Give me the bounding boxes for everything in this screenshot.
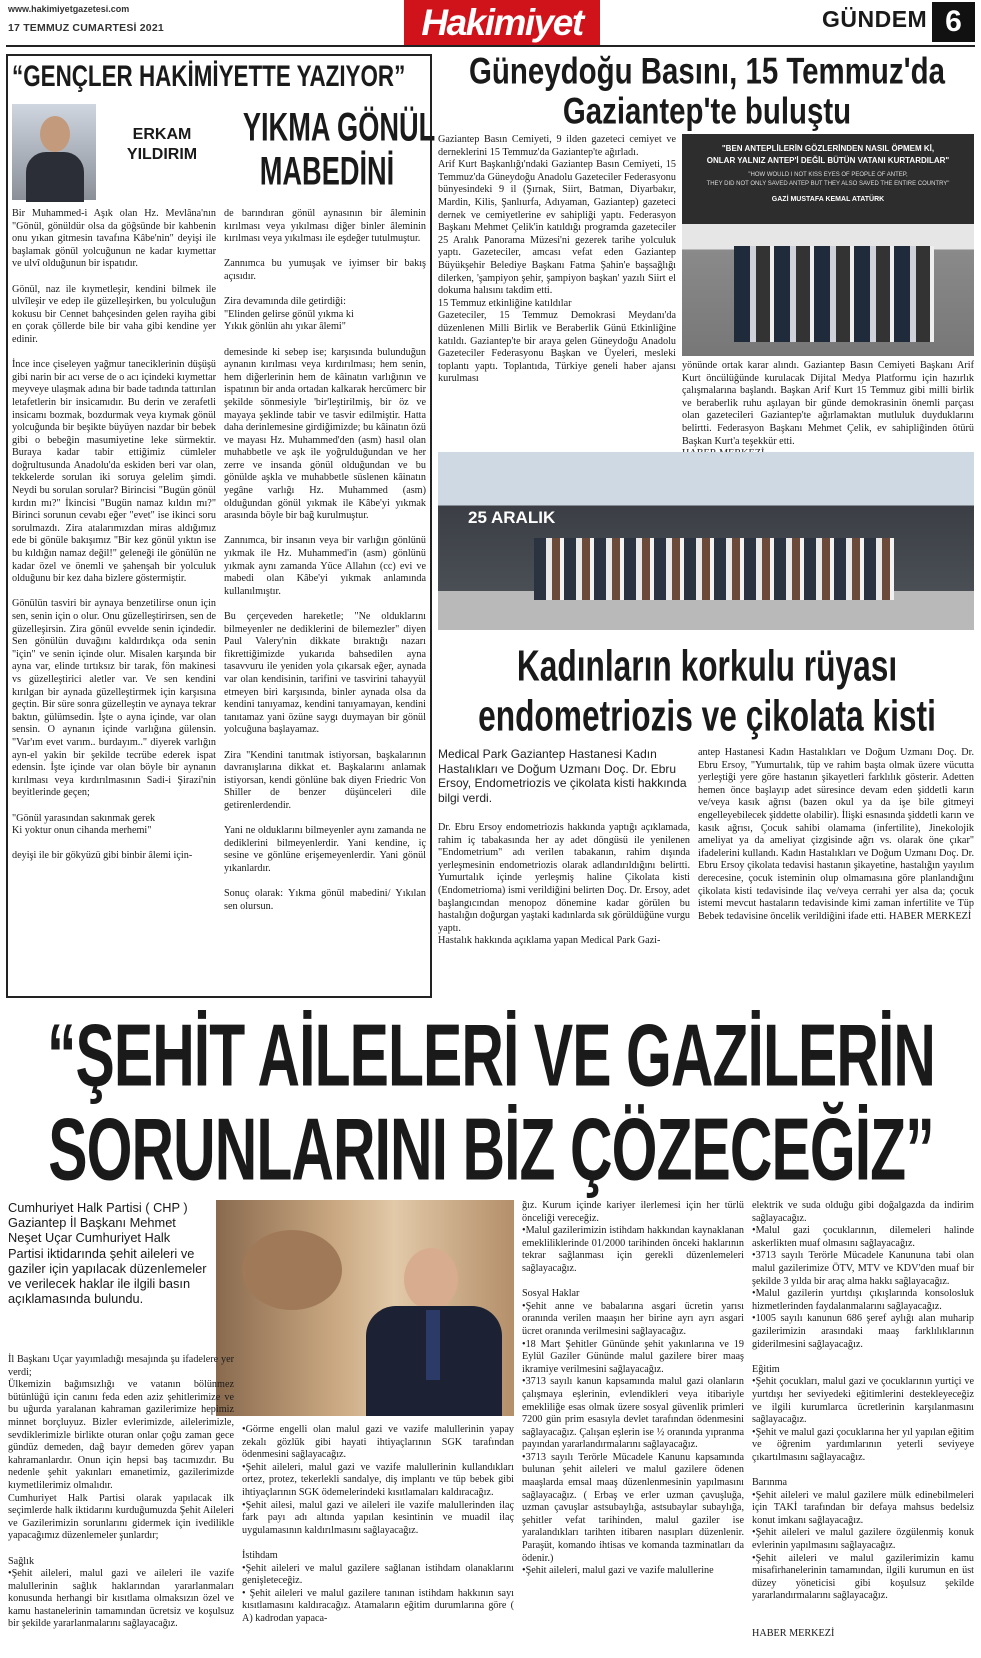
endo-text-2: antep Hastanesi Kadın Hastalıkları ve Doğum Uzmanı Doç. Dr. Ebru Ersoy, "Yumurtalık, tüp ve rahim başta olmak üzere vücutta yerleştiği yere göre hastanın şikayetleri farklılık gösterir. Adetten hemen önce başlayıp adet süresince devam eden şiddetli karın ve/veya kasık ağrısı (bazen okul ya da işe bile gitmeyi engelleyebilecek şiddette olabilir). İlişki esnasında şiddetli karın ve kasık ağrısı, Çocuk sahibi olamama (infertilite), Jinekolojik ameliyat ya da ameliyat çizgisinde ağrı vs. olarak öne çıkar" ifadelerini kullandı. Kadın Hastalıkları ve Doğum Uzmanı Doç. Dr. Ebru Ersoy çikolata tedavisi hastanın şikayetine, hastalığın yayılım derecesine, çocuk isteminin olup olmamasına göre planlandığını çikolata kisti tedavisinde ilaç ve/veya cerrahi yer alsa da; çocuk istemi mevcut hastaların tedavisinde kimi zaman infertilite ve Tüp Bebek tedavisine öncelik verildiğini ifade etti. HABER MERKEZİ bbox=[698, 747, 974, 922]
chp-text-2: •Görme engelli olan malul gazi ve vazife malullerinin yapay zekalı gözlük gibi hayati ihtiyaçlarının SGK tarafından ödenmesini sağlayacağız. •Şehit aileleri, malul gazi ve vazife malullerinin kullandıkları ortez, protez, tekerlekli sandalye, diş implantı ve tüp bebek gibi ihtiyaçlarının SGK ödemelerindeki kısıtlamaları kaldıracağız. •Şehit ailesi, malul gazi ve aileleri ile vazife malullerinden ilaç fark payı adı altında yapılan kesintinin ve muadil ilaç uygulamasının kaldırılmasını sağlayacağız. İstihdam •Şehit aileleri ve malul gazilere sağlanan istihdam olanaklarını genişleteceğiz. • Şehit aileleri ve malul gazilere tanınan istihdam hakkının sayı kısıtlamasını kaldıracağız. Atamaların eğitim durumlarına göre ( A) kadrodan yapaca- bbox=[242, 1424, 514, 1624]
chp-photo bbox=[216, 1200, 514, 1416]
chp-text-4: elektrik ve suda olduğu gibi doğalgazda da indirim sağlayacağız. •Malul gazi çocuklarının, dilemeleri halinde askerlikten muaf olmasını sağlayacağız. •3713 sayılı Terörle Mücadele Kanununa tabi olan malul gazilerimize ÖTV, MTV ve KDV'den muaf bir şekilde 3 yılda bir araç alma hakkı sağlayacağız. •Malul gazilerin yurtdışı çıkışlarında konsolosluk hizmetlerinden faydalanmalarını sağlayacağız. •1005 sayılı kanunun 686 şeref aylığı alan muharip gazilerimizin arasındaki maaş farklılıklarının giderilmesini sağlayacağız. Eğitim •Şehit çocukları, malul gazi ve çocuklarının yurtiçi ve yurtdışı her seviyedeki eğitimlerini destekleyeceğiz ve ilgili kurumlarca ücretlerinin karşılanmasını sağlayacağız. •Şehit ve malul gazi çocuklarına her yıl yapılan eğitim ve öğrenim yardımlarının yeterli seviyeye çıkartılmasını sağlayacağız. Barınma •Şehit aileleri ve malul gazilere mülk edinebilmeleri için TAKİ tarafından bir defaya mahsus bedelsiz konut imkanı sağlayacağız. •Şehit aileleri ve malul gazilere özgülenmiş konuk evlerinin yapılmasını sağlayacağız. •Şehit aileleri ve malul gazilerimizin kamu misafirhanelerinin tamamından, ilgili kurumun en üst düzey yöneticisi gibi koşulsuz şekilde yararlandırmalarını sağlayacağız. HABER MERKEZİ bbox=[752, 1200, 974, 1640]
chp-headline: “ŞEHİT AİLELERİ VE GAZİLERİN SORUNLARINI BİZ ÇÖZECEĞİZ” bbox=[46, 1005, 936, 1199]
site-url: www.hakimiyetgazetesi.com bbox=[8, 4, 130, 14]
issue-date: 17 TEMMUZ CUMARTESİ 2021 bbox=[8, 22, 164, 34]
chp-lead: Cumhuriyet Halk Partisi ( CHP ) Gaziantep İl Başkanı Mehmet Neşet Uçar Cumhuriyet Halk Partisi iktidarında şehit aileleri ve gaziler için yapılacak düzenlemeler ve verilecek haklar ile ilgili basın açıklamasında bulundu. bbox=[8, 1200, 207, 1307]
header-rule bbox=[6, 45, 975, 47]
endo-text-1: Dr. Ebru Ersoy endometriozis hakkında yaptığı açıklamada, rahim iç tabakasında her ay adet döngüsü ile yenilenen "Endometrium" adı verilen tabakanın, rahim dışında yerleşmesinin endometriozis olarak adlandırıldığını belirtti. Yumurtalık içinde yerleşmiş haline Çikolata kisti (Endometrioma) ismi verildiğini belirten Doç. Dr. Ersoy, adet başlangıcından menopoz dönemine kadar görülen bu hastalığın doğurgan yaştaki kadınlarda sık görüldüğüne vurgu yaptı. Hastalık hakkında açıklama yapan Medical Park Gazi- bbox=[438, 822, 691, 947]
column-title: YIKMA GÖNÜL MABEDİNİ bbox=[242, 104, 436, 193]
endo-headline: Kadınların korkulu rüyası endometriozis ve çikolata kisti bbox=[478, 640, 936, 741]
basin-photo-museum: "BEN ANTEPLİLERİN GÖZLERİNDEN NASIL ÖPMEM Kİ, ONLAR YALNIZ ANTEP'İ DEĞİL BÜTÜN VATANI KURTARDILAR" "HOW WOULD I NOT KISS EYES OF PEOPLE OF ANTEP, THEY DID NOT ONLY SAVED ANTEP BUT THEY ALSO SAVED THE ENTIRE COUNTRY" GAZİ MUSTAFA KEMAL ATATÜRK bbox=[682, 134, 974, 356]
basin-text-1: Gaziantep Basın Cemiyeti, 9 ilden gazeteci cemiyet ve derneklerini 15 Temmuz'da Gaziantep'te ağırladı. Arif Kurt Başkanlığı'ndaki Gaziantep Basın Cemiyeti, 15 Temmuz'da Güneydoğu Anadolu Gazeteciler Federasyonu bünyesindeki 9 il (Şırnak, Siirt, Batman, Diyarbakır, Mardin, Kilis, Şanlıurfa, Adıyaman, Gaziantep) gazeteci dernek ve cemiyetlerine ev sahipliği yaptı. Federasyon Başkanı Mehmet Çelik'in katıldığı programda gazeteciler 25 Aralık Panorama Müzesi'ni gezerek tarihe yolculuk yaptı. Gazeteciler, amcası vefat eden Gaziantep Büyükşehir Belediye Başkanı Fatma Şahin'e başsağlığı dilerken, 'şampiyon şehir, şampiyon başkan' yazılı Siirt el dokuma halısını takdim etti. 15 Temmuz etkinliğine katıldılar Gazeteciler, 15 Temmuz Demokrasi Meydanı'da düzenlenen Milli Birlik ve Beraberlik Günü Etkinliğine katıldı. Gaziantep'te bir araya gelen Güneydoğu Anadolu Gazeteciler Federasyonu Başkan ve Üyeleri, mesleki toplantı yaptı. Toplantıda, Türkiye geneli haber ajansı kurulması bbox=[438, 134, 676, 385]
chp-text-3: ğız. Kurum içinde kariyer ilerlemesi için her türlü önceliği vereceğiz. •Malul gazilerimizin istihdam hakkından kaynaklanan emekliliklerinde 01/2000 tarihinden önceki haklarının tekrar sağlanması için gerekli düzenlemeleri sağlayacağız. Sosyal Haklar •Şehit anne ve babalarına asgari ücretin yarısı oranında verilen maaşın her birine ayrı ayrı asgari ücret oranında verilmesini sağlayacağız. •18 Mart Şehitler Gününde şehit yakınlarına ve 19 Eylül Gaziler Gününde malul gazilere birer maaş ikramiye verilmesini sağlayacağız. •3713 sayılı kanun kapsamında malul gazi olanların çalışmaya eşlerinin, evlendikleri veya itibariyle emekliliğe esas olmak üzere sosyal güvenlik primleri 7200 gün prim esasıyla devlet tarafından ödenmesini sağlayacağız. Çalışan eşlerin ise ½ oranında yıpranma payından yararlandırmalarını sağlayacağız. •3713 sayılı Terörle Mücadele Kanunu kapsamında bulunan şehit aileleri ve malul gazilere ödenen maaşlarda emsal maaş düzenlenmesinin yapılmasını sağlayacağız. ( Erbaş ve erler uzman çavuşluğa, uzman çavuşlar astsubaylığa, astsubaylar subaylığa, şehitler vefat tarihinden, malul gaziler ise yaralandıkları tarihten itibaren nasıpları düzenlenir. Paraşüt, komando ihtisas ve komanda tazminatları da ödenir.) •Şehit aileleri, malul gazi ve vazife malullerine bbox=[522, 1200, 744, 1577]
endo-lead: Medical Park Gaziantep Hastanesi Kadın Hastalıkları ve Doğum Uzmanı Doç. Dr. Ebru Ersoy, Endometriozis ve çikolata kisti hakkında bilgi verdi. bbox=[438, 747, 687, 805]
author-first-name: ERKAM bbox=[132, 126, 192, 143]
page-number: 6 bbox=[945, 5, 962, 38]
column-text-2: de barındıran gönül aynasının bir âleminin kırılması veya yıkılması diğer binler âleminin kırılması veya yıkılması ile eşdeğer tutulmuştur. Zannımca bu yumuşak ve iyimser bir bakış açısıdır. Zira devamında dile getirdiği: "Elinden gelirse gönül yıkma ki Yıkık gönlün ahı yıkar âlemi" demesinde ki sebep ise; karşısında bulunduğun aynanın kırılması veya kırdırılması; hem senin, hem diğerlerinin hem de kâinatın varlığının ve ispatının bir anda ortadan kalkarak hercümerc bir şekilde sönmesiyle 'bir'leştirilmiş, bir öz ve mayaya şeklinde tabir ve tasvir edilmiştir. Hatta daha derinlemesine girdiğimizde; bu kâinatın özü ve mayası Hz. Muhammed'den (asm) hasıl olan muhabbetle ve aşk ile yoğrulduğundan ve her zerre ve insanda gönül olduğundan ve bu gönülde aşkla ve muhabbetle süslenen kâinatın yegâne varlığı Hz. Muhammed (asm) olduğundan gönül yıkmak ile Kâbe'yi yıkmak arasında böyle bir bağ kurulmuştur. Zannımca, bir insanın veya bir varlığın gönlünü yıkmak ile Hz. Muhammed'in (asm) gönlünü yıkmak aynı zamanda Yüce Allahın (cc) evi ve mabedi olan Kâbe'yi yıkmak anlamında kullanılmıştır. Bu çerçeveden hareketle; "Ne olduklarını bilmeyenler ne dediklerini de bilemezler" diyen Paul Valery'nin dikkate bıraktığı nazarı fikrettiğimizde yukarıda bahsedilen ayna tasavvuru ile yeniden yola çıkarsak eğer, aynada var olan kendisinin, tarifini ve tasvirini tahayyül etmeyen biri karşısında, binler aynada olsa da kendini tanıyamaz, kendini tanıyamayan, kendini tanıtamaz yani özüne saygı duymayan bir gönül yolcuğuna başlayamaz. Zira "Kendini tanıtmak istiyorsan, başkalarının davranışlarına dikkat et. Başkalarını anlamak istiyorsan, kendi gönlüne bak diyen Friedric Von Shiller de benzer düşünceleri dile getirenlerdendir. Yani ne olduklarını bilmeyenler aynı zamanda ne dediklerini bilmeyenlerdir. Yani kendine, iç sesine ve gönlüne erişemeyenlerdir. Yani gönül yıkanlardır. Sonuç olarak: Yıkma gönül mabedini/ Yıkılan sen olursun. bbox=[224, 208, 426, 912]
basin-headline: Güneydoğu Basını, 15 Temmuz'da Gaziantep'te buluştu bbox=[469, 50, 945, 132]
column-text-1: Bir Muhammed-i Aşık olan Hz. Mevlâna'nın "Gönül, gönüldür olsa da göğsünde bir kahbenin onu yıkan gitmesin tavafına Kâbe'nin" deyişi ile başlamak gönül yolcuğunun ne kadar kıymettar ve ulvî olduğunun bir ispatıdır. Gönül, naz ile kıymetleşir, kendini bilmek ile ulvîleşir ve edep ile güzelleşirken, bu yolculuğun kokusu bir Cennet bahçesinden gelen rayiha gibi en çorak çöllerde bile bir vaha gibi kendine yer edinir. İnce ince çiseleyen yağmur taneciklerinin düşüşü gibi narin bir acı verse de o acı içindeki kıymettar meyveye ulaşmak adına bir bade tadında tattırılan letafetlerin bir insicamıdır. Bu derin ve zerafetli insicamı bozmak, bozdurmak veya kıymak gönül yolcuğunda bir beşikte büyüyen nazdar bir bebek gibi o bebeğin masumiyetine leke sürmektir. Buraya kadar tabir ettiğimiz cümleler doğrultusunda Anadolu'da eskiden beri var olan, tekkelerde sorulan iki soruya gelelim şimdi. Neydi bu sorulan sorular? Birincisi "Bugün gönül kırdın mı?" İkincisi "Bugün namaz kıldın mı?" Birinci sorunun cevabı eğer "evet" ise ikinci soru sorulmazdı. Zira atalarımızdan miras aldığımız ede bi gönüle bakışımız "Bir kez gönül yıktın ise bu kıldığın namaz değil!" geleneği ile gönülün ne kadar özel ve önemli ve şahenşah bir yolculuk olduğunu bir kez daha bizlere göstermiştir. Gönülün tasviri bir aynaya benzetilirse onun için sen, senin için o olur. Onu güzelleştirirsen, sen de güzelleşirsin. Zira gönül evvelde senin içindedir. Sen gönülün duvağını kaldırdıkça oda senin "için" ve senin içinde olur. Misalen karşında bir ayna var, elinde tırtıksız bir tarak, fön makinesi vs güzelleştirici aletler var. Ve sen kendini kırılgan bir aynada güzelleştirmek için karşısına geçtin. Bir süre sonra güzelleştin ve aynaya tekrar baktın, gülümsedin. İşte o ayna içinde, var olan sensin. O aynanın içinde varlığına gülensin. "Var'ım evet varım.. burdayım.." diyerek varlığın ayn-el yakin bir şekilde tecrübe ederek ispat edensin. İşte içinde var olan böyle bir aynanın kırılması veya kırdırılmasının Sadi-i Şirazi'nin beyitlerinde geçen; "Gönül yarasından sakınmak gerek Ki yoktur onun cihanda merhemi" deyişi ile bir gökyüzü gibi binbir âlemi için- bbox=[12, 208, 216, 862]
column-banner: “GENÇLER HAKİMİYETTE YAZIYOR” bbox=[12, 60, 406, 93]
basin-photo-group: 25 ARALIK bbox=[438, 452, 974, 630]
masthead-logo: Hakimiyet bbox=[404, 0, 600, 46]
author-last-name: YILDIRIM bbox=[126, 146, 198, 163]
basin-text-2: yönünde ortak karar alındı. Gaziantep Basın Cemiyeti Başkanı Arif Kurt öncülüğünde kurulacak Dijital Medya Platformu için hazırlık çalışmalarına başlandı. Başkan Arif Kurt 15 Temmuz gibi milli birlik ve beraberlik ruhu aşılayan bir günde demokrasinin önemli parçası olan gazetecileri Gaziantep'te ağırlamaktan mutluluk duyduklarını belirtti. Federasyon Başkanı Mehmet Çelik, ev sahipliğinden ötürü Başkan Kurt'a teşekkür etti. bbox=[682, 360, 974, 447]
page-number-box bbox=[932, 2, 975, 42]
author-photo bbox=[12, 104, 96, 200]
chp-text-1: İl Başkanı Uçar yayımladığı mesajında şu ifadelere yer verdi; Ülkemizin bağımsızlığı ve vatanın bölünmez bütünlüğü için canını feda eden aziz şehitlerimize ve bu uğurda yaralanan kahraman gazilerimize hepimiz minnet borçluyuz. Bizler evlerimizde, ailelerimizle, sevdiklerimizle birlikte oturan onlar çoğu zaman gece gündüz demeden, dağ bayır demeden görev yapan kahramanlardır. Onun için hepsi baş tacımızdır. Bu nedenle şehit yakınları emanetimiz, gazilerimizde kıymetlilerimiz olmalıdır. Cumhuriyet Halk Partisi olarak yapılacak ilk seçimlerde halk iktidarını kurduğumuzda Şehit Aileleri ve Gazilerimizin sorunlarını gidermek için ivedilikle yapacağımız düzenlemeler şunlardır; Sağlık •Şehit aileleri, malul gazi ve aileleri ile vazife malullerinin sağlık haklarından yararlanmaları konusunda herhangi bir kısıtlama olmaksızın özel ve kamu hastanelerinin tamamından ücretsiz ve koşulsuz bir şekilde yararlanmalarını sağlayacağız. bbox=[8, 1354, 234, 1630]
section-label: GÜNDEM bbox=[822, 6, 928, 32]
